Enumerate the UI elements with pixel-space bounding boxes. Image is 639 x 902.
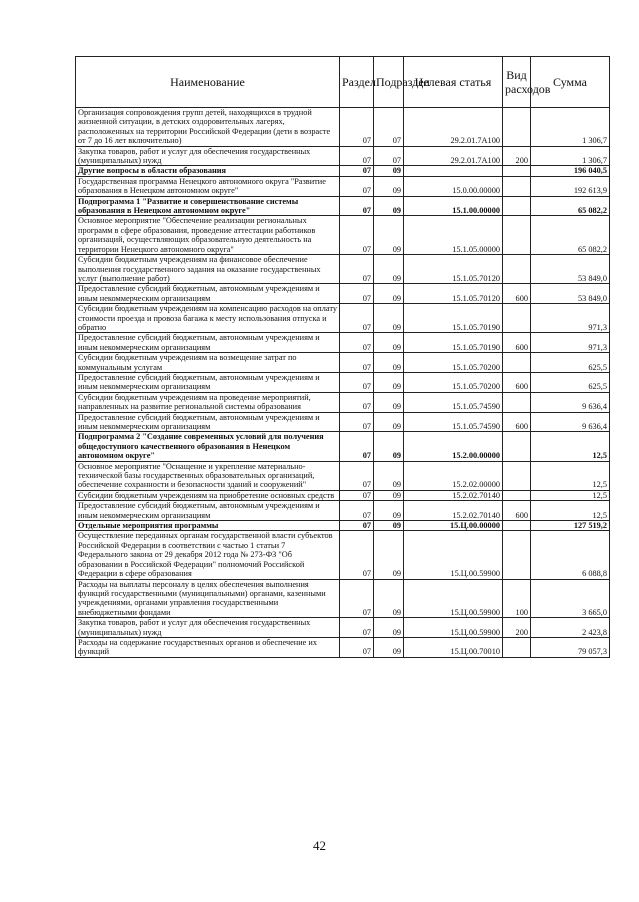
cell-statya: 15.1.05.70190	[404, 333, 503, 353]
cell-razdel: 07	[340, 284, 374, 304]
cell-razdel: 07	[340, 531, 374, 579]
cell-razdel: 07	[340, 490, 374, 500]
cell-summa: 53 849,0	[531, 284, 610, 304]
page-number: 42	[313, 838, 326, 853]
cell-podrazdel: 09	[374, 461, 404, 490]
table-row	[76, 176, 610, 196]
cell-summa: 9 636,4	[531, 392, 610, 412]
cell-podrazdel: 09	[374, 196, 404, 216]
cell-vid	[503, 461, 531, 490]
cell-summa: 625,5	[531, 353, 610, 373]
cell-podrazdel: 09	[374, 216, 404, 255]
header-vid: Вид расходов	[503, 57, 531, 108]
table-row	[76, 579, 610, 618]
table-row	[76, 637, 610, 657]
cell-name: Организация сопровождения групп детей, находящихся в трудной жизненной ситуации, в детских оздоровительных лагерях, расположенных на территории Российской Федерации (дети в возрасте от 7 до 16 лет включительно)	[76, 108, 340, 147]
cell-podrazdel: 09	[374, 490, 404, 500]
cell-razdel: 07	[340, 353, 374, 373]
cell-podrazdel: 09	[374, 304, 404, 333]
cell-vid: 200	[503, 618, 531, 638]
cell-statya: 15.Ц.00.70010	[404, 637, 503, 657]
cell-summa: 196 040,5	[531, 166, 610, 176]
cell-vid	[503, 304, 531, 333]
cell-vid	[503, 392, 531, 412]
table-row	[76, 461, 610, 490]
cell-summa: 9 636,4	[531, 412, 610, 432]
cell-statya: 15.1.05.70120	[404, 284, 503, 304]
cell-razdel: 07	[340, 412, 374, 432]
cell-razdel: 07	[340, 176, 374, 196]
table-row	[76, 255, 610, 284]
cell-razdel: 07	[340, 304, 374, 333]
cell-statya: 15.2.02.70140	[404, 501, 503, 521]
cell-name: Отдельные мероприятия программы	[76, 521, 340, 531]
table-row	[76, 146, 610, 166]
cell-razdel: 07	[340, 146, 374, 166]
table-row	[76, 216, 610, 255]
cell-razdel: 07	[340, 501, 374, 521]
header-name: Наименование	[76, 57, 340, 108]
cell-podrazdel: 09	[374, 637, 404, 657]
cell-razdel: 07	[340, 196, 374, 216]
cell-name: Предоставление субсидий бюджетным, автономным учреждениям и иным некоммерческим организациям	[76, 284, 340, 304]
cell-vid: 600	[503, 284, 531, 304]
cell-statya: 29.2.01.7А100	[404, 146, 503, 166]
cell-vid	[503, 490, 531, 500]
cell-podrazdel: 09	[374, 412, 404, 432]
cell-vid	[503, 432, 531, 461]
cell-podrazdel: 07	[374, 146, 404, 166]
cell-name: Предоставление субсидий бюджетным, автономным учреждениям и иным некоммерческим организациям	[76, 412, 340, 432]
cell-statya: 15.Ц.00.00000	[404, 521, 503, 531]
cell-razdel: 07	[340, 461, 374, 490]
table-row	[76, 412, 610, 432]
header-summa: Сумма	[531, 57, 610, 108]
cell-statya: 15.1.05.70190	[404, 304, 503, 333]
cell-statya: 15.Ц.00.59900	[404, 531, 503, 579]
cell-name: Подпрограмма 1 "Развитие и совершенствование системы образования в Ненецком автономном округе"	[76, 196, 340, 216]
table-row	[76, 501, 610, 521]
cell-summa: 12,5	[531, 432, 610, 461]
cell-vid	[503, 353, 531, 373]
cell-vid: 100	[503, 579, 531, 618]
table-row	[76, 531, 610, 579]
cell-podrazdel: 09	[374, 372, 404, 392]
table-row	[76, 108, 610, 147]
cell-name: Предоставление субсидий бюджетным, автономным учреждениям и иным некоммерческим организациям	[76, 501, 340, 521]
cell-vid	[503, 216, 531, 255]
cell-razdel: 07	[340, 166, 374, 176]
cell-podrazdel: 09	[374, 432, 404, 461]
cell-statya: 15.1.00.00000	[404, 196, 503, 216]
cell-vid	[503, 166, 531, 176]
cell-podrazdel: 09	[374, 531, 404, 579]
cell-statya: 15.1.05.74590	[404, 392, 503, 412]
table-row	[76, 166, 610, 176]
cell-statya	[404, 166, 503, 176]
cell-statya: 15.2.02.00000	[404, 461, 503, 490]
cell-name: Закупка товаров, работ и услуг для обеспечения государственных (муниципальных) нужд	[76, 618, 340, 638]
cell-razdel: 07	[340, 521, 374, 531]
table-row	[76, 618, 610, 638]
cell-podrazdel: 07	[374, 108, 404, 147]
cell-vid	[503, 531, 531, 579]
cell-summa: 3 665,0	[531, 579, 610, 618]
cell-podrazdel: 09	[374, 392, 404, 412]
cell-podrazdel: 09	[374, 166, 404, 176]
cell-statya: 15.1.05.70200	[404, 353, 503, 373]
cell-vid	[503, 108, 531, 147]
table-row	[76, 432, 610, 461]
cell-summa: 53 849,0	[531, 255, 610, 284]
table-row	[76, 284, 610, 304]
cell-name: Другие вопросы в области образования	[76, 166, 340, 176]
cell-name: Закупка товаров, работ и услуг для обеспечения государственных (муниципальных) нужд	[76, 146, 340, 166]
cell-razdel: 07	[340, 637, 374, 657]
cell-vid	[503, 176, 531, 196]
table-row	[76, 353, 610, 373]
cell-razdel: 07	[340, 618, 374, 638]
table-row	[76, 196, 610, 216]
table-row	[76, 490, 610, 500]
cell-vid	[503, 196, 531, 216]
cell-razdel: 07	[340, 432, 374, 461]
table-row	[76, 333, 610, 353]
cell-summa: 6 088,8	[531, 531, 610, 579]
cell-name: Государственная программа Ненецкого автономного округа "Развитие образования в Ненецком автономном округе"	[76, 176, 340, 196]
cell-vid: 600	[503, 333, 531, 353]
cell-vid	[503, 521, 531, 531]
cell-summa: 12,5	[531, 490, 610, 500]
cell-podrazdel: 09	[374, 579, 404, 618]
budget-table-container	[75, 56, 609, 658]
cell-name: Подпрограмма 2 "Создание современных условий для получения общедоступного качественного образования в Ненецком автономном округе"	[76, 432, 340, 461]
cell-name: Расходы на выплаты персоналу в целях обеспечения выполнения функций государственными (муниципальными) органами, казенными учреждениями, органами управления государственными внебюджетными фондами	[76, 579, 340, 618]
cell-summa: 971,3	[531, 333, 610, 353]
cell-name: Субсидии бюджетным учреждениям на приобретение основных средств	[76, 490, 340, 500]
cell-statya: 15.1.05.74590	[404, 412, 503, 432]
cell-summa: 12,5	[531, 501, 610, 521]
cell-podrazdel: 09	[374, 255, 404, 284]
cell-podrazdel: 09	[374, 618, 404, 638]
cell-vid: 600	[503, 412, 531, 432]
cell-razdel: 07	[340, 255, 374, 284]
cell-statya: 29.2.01.7А100	[404, 108, 503, 147]
cell-summa: 971,3	[531, 304, 610, 333]
cell-name: Основное мероприятие "Оснащение и укрепление материально-технической базы государственных образовательных организаций, обеспечение сохранности и безопасности зданий и сооружений"	[76, 461, 340, 490]
cell-statya: 15.2.02.70140	[404, 490, 503, 500]
cell-vid: 200	[503, 146, 531, 166]
cell-razdel: 07	[340, 372, 374, 392]
cell-podrazdel: 09	[374, 353, 404, 373]
cell-statya: 15.1.05.70120	[404, 255, 503, 284]
header-podrazdel: Подраздел	[374, 57, 404, 108]
cell-summa: 79 057,3	[531, 637, 610, 657]
table-header-row	[76, 57, 610, 108]
cell-vid: 600	[503, 501, 531, 521]
cell-razdel: 07	[340, 216, 374, 255]
table-row	[76, 392, 610, 412]
header-razdel: Раздел	[340, 57, 374, 108]
cell-statya: 15.Ц.00.59900	[404, 618, 503, 638]
table-row	[76, 304, 610, 333]
cell-summa: 192 613,9	[531, 176, 610, 196]
cell-vid	[503, 637, 531, 657]
cell-summa: 65 082,2	[531, 216, 610, 255]
cell-podrazdel: 09	[374, 501, 404, 521]
cell-razdel: 07	[340, 333, 374, 353]
header-statya: Целевая статья	[404, 57, 503, 108]
cell-statya: 15.1.05.00000	[404, 216, 503, 255]
cell-summa: 1 306,7	[531, 146, 610, 166]
cell-summa: 1 306,7	[531, 108, 610, 147]
cell-vid	[503, 255, 531, 284]
cell-summa: 625,5	[531, 372, 610, 392]
cell-name: Предоставление субсидий бюджетным, автономным учреждениям и иным некоммерческим организациям	[76, 333, 340, 353]
cell-statya: 15.Ц.00.59900	[404, 579, 503, 618]
cell-statya: 15.1.05.70200	[404, 372, 503, 392]
cell-summa: 127 519,2	[531, 521, 610, 531]
cell-name: Основное мероприятие "Обеспечение реализации региональных программ в сфере образования, проведение аттестации работников организаций, осуществляющих образовательную деятельность на территории Ненецкого автономного округа"	[76, 216, 340, 255]
cell-podrazdel: 09	[374, 333, 404, 353]
cell-statya: 15.2.00.00000	[404, 432, 503, 461]
cell-name: Субсидии бюджетным учреждениям на проведение мероприятий, направленных на развитие региональной системы образования	[76, 392, 340, 412]
cell-vid: 600	[503, 372, 531, 392]
cell-razdel: 07	[340, 579, 374, 618]
cell-razdel: 07	[340, 108, 374, 147]
cell-name: Субсидии бюджетным учреждениям на возмещение затрат по коммунальным услугам	[76, 353, 340, 373]
cell-name: Субсидии бюджетным учреждениям на компенсацию расходов на оплату стоимости проезда и провоза багажа к месту использования отпуска и обратно	[76, 304, 340, 333]
cell-name: Расходы на содержание государственных органов и обеспечение их функций	[76, 637, 340, 657]
table-row	[76, 372, 610, 392]
cell-podrazdel: 09	[374, 176, 404, 196]
cell-summa: 2 423,8	[531, 618, 610, 638]
cell-name: Осуществление переданных органам государственной власти субъектов Российской Федерации в соответствии с частью 1 статьи 7 Федерального закона от 29 декабря 2012 года № 273-ФЗ "Об образовании в Российской Федерации" полномочий Российской Федерации в сфере образования	[76, 531, 340, 579]
table-body	[76, 108, 610, 658]
cell-name: Предоставление субсидий бюджетным, автономным учреждениям и иным некоммерческим организациям	[76, 372, 340, 392]
cell-podrazdel: 09	[374, 521, 404, 531]
cell-razdel: 07	[340, 392, 374, 412]
cell-podrazdel: 09	[374, 284, 404, 304]
cell-summa: 65 082,2	[531, 196, 610, 216]
table-row	[76, 521, 610, 531]
cell-name: Субсидии бюджетным учреждениям на финансовое обеспечение выполнения государственного задания на оказание государственных услуг (выполнение работ)	[76, 255, 340, 284]
cell-statya: 15.0.00.00000	[404, 176, 503, 196]
budget-table	[75, 56, 610, 658]
cell-summa: 12,5	[531, 461, 610, 490]
